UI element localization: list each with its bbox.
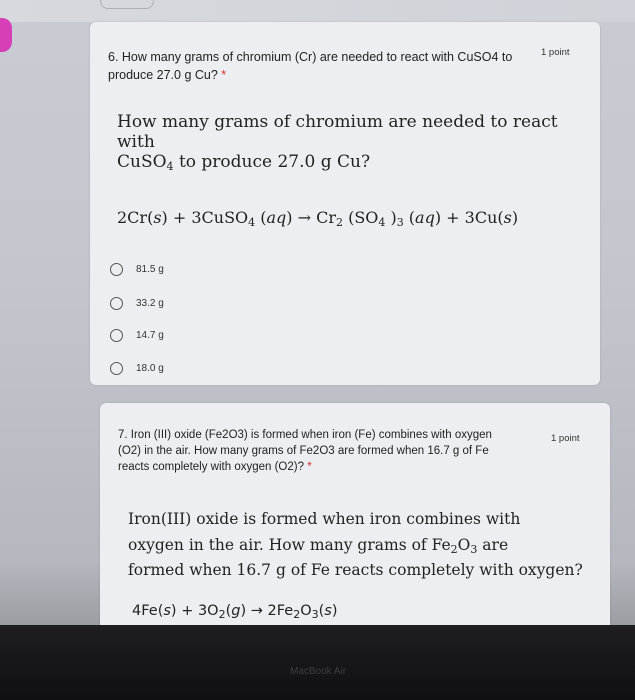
pink-glare-mark bbox=[0, 18, 12, 52]
radio-button[interactable] bbox=[110, 297, 123, 310]
option-14-7[interactable]: 14.7 g bbox=[110, 325, 164, 345]
question-7-points: 1 point bbox=[551, 433, 580, 444]
question-6-equation: 2Cr(s) + 3CuSO4 (aq) → Cr2 (SO4 )3 (aq) + 3Cu(s) bbox=[117, 208, 519, 229]
required-asterisk: * bbox=[307, 461, 312, 473]
required-asterisk: * bbox=[221, 68, 227, 82]
question-6-title: 6. How many grams of chromium (Cr) are needed to react with CuSO4 to produce 27.0 g Cu? * bbox=[108, 50, 513, 82]
previous-card-edge bbox=[0, 0, 635, 22]
question-7-card bbox=[100, 403, 610, 633]
radio-button[interactable] bbox=[110, 263, 123, 276]
option-18-0[interactable]: 18.0 g bbox=[110, 358, 164, 378]
question-6-points: 1 point bbox=[541, 47, 570, 58]
device-brand-label: MacBook Air bbox=[290, 666, 347, 677]
radio-button[interactable] bbox=[110, 329, 123, 342]
question-7-prompt-line1: Iron(III) oxide is formed when iron combines with bbox=[128, 510, 521, 528]
question-7-equation: $4Fe(s) + 3O_2(g) \to 2Fe_2O_3(s)$ bbox=[132, 603, 338, 621]
option-33-2[interactable]: 33.2 g bbox=[110, 293, 164, 313]
question-6-card bbox=[90, 22, 600, 385]
question-7-prompt-line2: oxygen in the air. How many grams of Fe2O3 are bbox=[128, 536, 509, 556]
option-81-5[interactable]: 81.5 g bbox=[110, 259, 164, 279]
laptop-bezel bbox=[0, 625, 635, 700]
question-7-prompt-line3: formed when 16.7 g of Fe reacts completely with oxygen? bbox=[128, 561, 583, 579]
question-6-prompt-line2: CuSO4 to produce 27.0 g Cu? bbox=[117, 152, 371, 173]
radio-button[interactable] bbox=[110, 362, 123, 375]
previous-option-fragment bbox=[100, 0, 154, 9]
question-6-prompt-line1: How many grams of chromium are needed to react with bbox=[117, 112, 558, 152]
question-7-title: 7. Iron (III) oxide (Fe2O3) is formed when iron (Fe) combines with oxygen (O2) in the air. How many grams of Fe2O3 are formed when 16.7 g of Fe reacts completely with oxygen (O2)? * bbox=[118, 429, 492, 473]
